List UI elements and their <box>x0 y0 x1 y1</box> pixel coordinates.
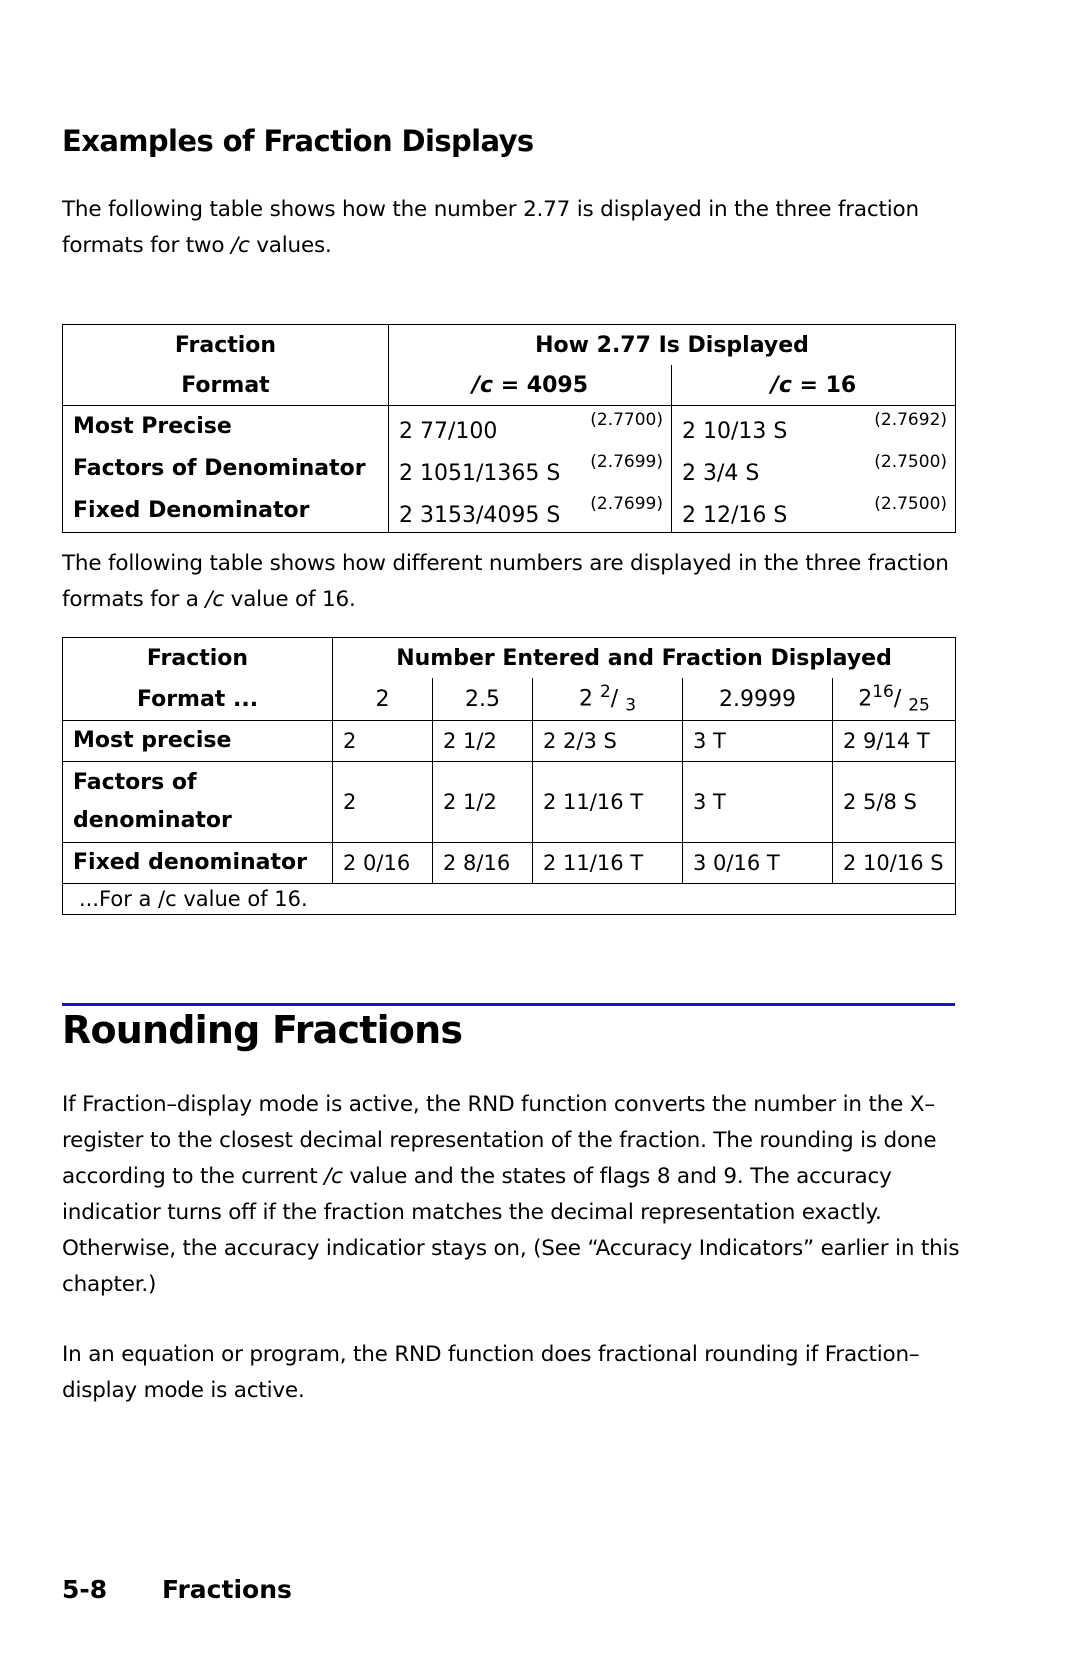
number-entered-5: $2^{16}/$ $_{25}$ <box>833 678 956 721</box>
table-cell: 2 11/16 T <box>533 843 683 884</box>
header-fraction: Fraction <box>63 638 333 679</box>
number-entered-2: 2.5 <box>433 678 533 721</box>
intro-paragraph-1 <box>62 192 962 264</box>
c-symbol: /c <box>324 1164 343 1189</box>
row-label-fixed: Fixed denominator <box>63 843 333 884</box>
text: value and the states of flags 8 and 9. The accuracy indicatior turns off if the fraction matches the decimal representation exactly. Otherwise, the accuracy indicatior stays on, (See “Accuracy Indicators” earlier in this chapter.) <box>62 1164 960 1297</box>
header-format: Format ... <box>63 678 333 721</box>
section-heading-rounding: Rounding Fractions <box>62 1008 463 1052</box>
table-cell: 2 0/16 <box>333 843 433 884</box>
row-label-factors: Factors of denominator <box>63 762 333 843</box>
value-cell: 2 1051/1365 S (2.7699) <box>389 448 672 490</box>
header-format: Format <box>63 365 389 406</box>
header-fraction: Fraction <box>63 325 389 366</box>
value-cell: 2 77/100 (2.7700) <box>389 406 672 449</box>
table-cell: 2 9/14 T <box>833 721 956 762</box>
header-number-entered: Number Entered and Fraction Displayed <box>333 638 956 679</box>
value-cell: 2 12/16 S (2.7500) <box>672 490 956 533</box>
page-footer <box>62 1575 292 1604</box>
c-symbol: /c <box>205 587 225 612</box>
number-entered-3: 2 $^2$/ $_3$ <box>533 678 683 721</box>
table-cell: 2 1/2 <box>433 762 533 843</box>
section-heading-examples: Examples of Fraction Displays <box>62 124 534 158</box>
header-c-4095: /c = 4095 <box>389 365 672 406</box>
page-number: 5-8 <box>62 1575 108 1604</box>
table-cell: 2 <box>333 721 433 762</box>
number-entered-4: 2.9999 <box>683 678 833 721</box>
section-rule <box>62 1003 955 1006</box>
table-cell: 3 T <box>683 721 833 762</box>
value-cell: 2 10/13 S (2.7692) <box>672 406 956 449</box>
chapter-name: Fractions <box>162 1575 292 1604</box>
text: values. <box>249 233 332 258</box>
row-label-factors: Factors of Denominator <box>63 448 389 490</box>
row-label-most-precise: Most precise <box>63 721 333 762</box>
row-label-fixed: Fixed Denominator <box>63 490 389 533</box>
text: If Fraction–display mode is active, the RND function converts the number in the X–register to the closest decimal representation of the fraction. The rounding is done according to the current <box>62 1092 937 1189</box>
text: value of 16. <box>224 587 356 612</box>
numbers-fraction-table <box>62 637 956 915</box>
text: The following table shows how the number 2.77 is displayed in the three fraction formats for two <box>62 197 919 258</box>
rounding-paragraph-1 <box>62 1087 962 1303</box>
intro-paragraph-2 <box>62 546 962 618</box>
table-cell: 2 2/3 S <box>533 721 683 762</box>
table-cell: 2 11/16 T <box>533 762 683 843</box>
value-cell: 2 3/4 S (2.7500) <box>672 448 956 490</box>
fraction-examples-table <box>62 324 956 533</box>
header-c-16: /c = 16 <box>672 365 956 406</box>
row-label-most-precise: Most Precise <box>63 406 389 449</box>
header-how-displayed: How 2.77 Is Displayed <box>389 325 956 366</box>
table-cell: 3 0/16 T <box>683 843 833 884</box>
table-cell: 2 1/2 <box>433 721 533 762</box>
number-entered-1: 2 <box>333 678 433 721</box>
table-cell: 2 5/8 S <box>833 762 956 843</box>
table-footnote: ...For a /c value of 16. <box>63 884 956 915</box>
rounding-paragraph-2: In an equation or program, the RND function does fractional rounding if Fraction–display mode is active. <box>62 1342 920 1403</box>
table-cell: 2 8/16 <box>433 843 533 884</box>
c-symbol: /c <box>230 233 250 258</box>
value-cell: 2 3153/4095 S (2.7699) <box>389 490 672 533</box>
table-cell: 3 T <box>683 762 833 843</box>
table-cell: 2 <box>333 762 433 843</box>
text: The following table shows how different numbers are displayed in the three fraction formats for a <box>62 551 949 612</box>
table-cell: 2 10/16 S <box>833 843 956 884</box>
